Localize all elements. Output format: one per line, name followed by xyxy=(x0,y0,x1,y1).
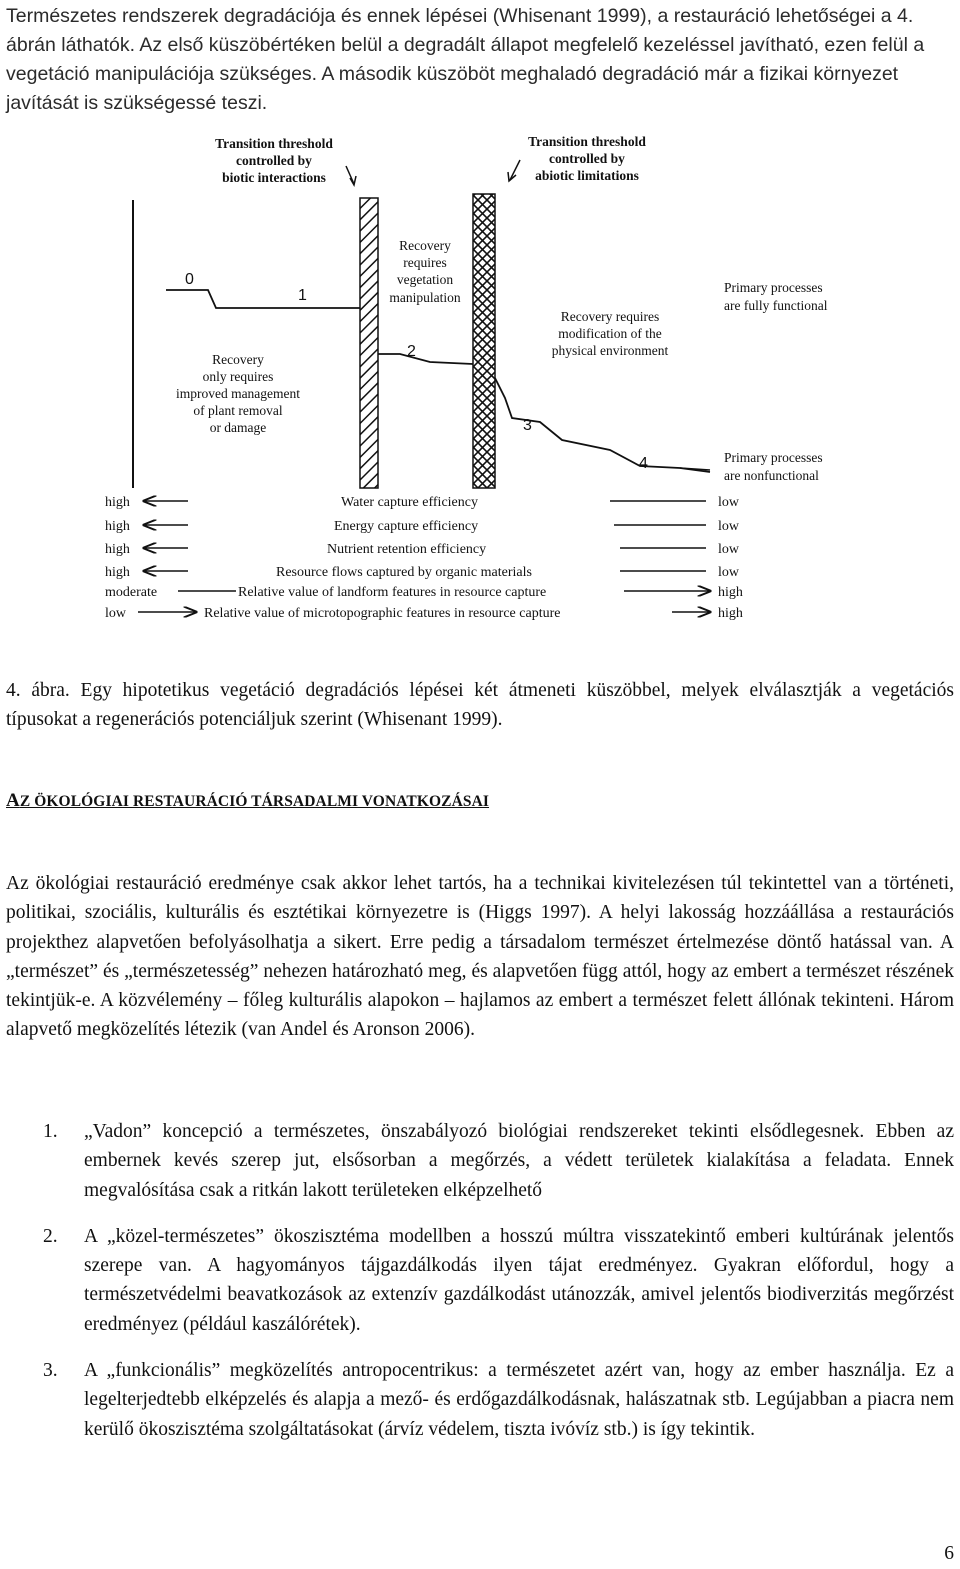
pointer-arrow-right xyxy=(510,160,520,180)
gradient-row-energy xyxy=(105,519,740,534)
svg-text:moderate: moderate xyxy=(105,585,158,600)
page-number: 6 xyxy=(944,1543,954,1564)
svg-text:high: high xyxy=(105,542,130,557)
state-4: 4 xyxy=(639,455,648,472)
svg-text:Transition threshold: Transition threshold xyxy=(528,134,646,149)
svg-text:high: high xyxy=(105,565,130,580)
svg-text:controlled by: controlled by xyxy=(236,153,312,168)
gradient-row-resource-flows xyxy=(105,565,740,580)
pointer-arrow-left xyxy=(346,166,354,184)
state-3: 3 xyxy=(523,417,532,434)
approach-list xyxy=(6,1117,954,1461)
svg-text:Primary processes: Primary processes xyxy=(724,450,823,465)
svg-text:biotic interactions: biotic interactions xyxy=(222,170,326,185)
svg-text:low: low xyxy=(718,495,739,510)
svg-text:abiotic limitations: abiotic limitations xyxy=(535,168,639,183)
svg-text:modification of the: modification of the xyxy=(558,326,662,341)
svg-text:improved management: improved management xyxy=(175,386,301,401)
svg-text:high: high xyxy=(718,585,743,600)
svg-text:high: high xyxy=(105,495,130,510)
gradient-row-water xyxy=(105,495,740,510)
svg-text:Transition threshold: Transition threshold xyxy=(215,136,333,151)
svg-text:Water capture efficiency: Water capture efficiency xyxy=(341,495,478,510)
state-0: 0 xyxy=(185,271,194,288)
svg-text:high: high xyxy=(718,606,743,621)
section-heading: AZ ÖKOLÓGIAI RESTAURÁCIÓ TÁRSADALMI VONATKOZÁSAI xyxy=(6,790,490,811)
gradient-row-microtopographic xyxy=(105,606,743,621)
state-1: 1 xyxy=(298,287,307,304)
svg-text:Recovery requires: Recovery requires xyxy=(560,309,660,324)
threshold-right-label xyxy=(528,134,646,183)
primary-functional-label xyxy=(724,280,828,313)
figure-caption: 4. ábra. Egy hipotetikus vegetáció degradációs lépései két átmeneti küszöbbel, melyek elválasztják a vegetációs típusokat a regenerációs potenciáljuk szerint (Whisenant 1999). xyxy=(6,680,954,730)
svg-text:Recovery: Recovery xyxy=(212,352,264,367)
gradient-row-nutrient xyxy=(105,542,740,557)
threshold-bar-abiotic xyxy=(473,194,495,488)
svg-text:vegetation: vegetation xyxy=(396,272,454,287)
svg-text:Energy capture efficiency: Energy capture efficiency xyxy=(334,519,479,534)
svg-text:are nonfunctional: are nonfunctional xyxy=(724,468,819,483)
svg-text:low: low xyxy=(718,542,739,557)
intro-paragraph: Természetes rendszerek degradációja és ennek lépései (Whisenant 1999), a restauráció lehetőségei a 4. ábrán láthatók. Az első küszöbértéken belül a degradált állapot megfelelő kezeléssel javítható, ezen felül a vegetáció manipulációja szükséges. A második küszöböt meghaladó degradáció már a fizikai környezet javítását is szükségessé teszi. xyxy=(6,5,925,114)
gradient-row-landform xyxy=(105,585,743,600)
degradation-figure xyxy=(100,128,870,628)
recovery-vegetation-label xyxy=(389,238,460,305)
list-item: 2. A „közel-természetes” ökoszisztéma modellben a hosszú múltra visszatekintő emberi kultúrának jelentős szerepe van. A hagyományos tájgazdálkodás ilyen tájat eredményez. Gyakran előfordul, hogy a természetvédelmi beavatkozások az extenzív gazdálkodást utánozzák, amivel jelentős biodiverzitás megőrzést eredményez (például kaszálórétek). xyxy=(43,1225,954,1335)
list-item: 3. A „funkcionális” megközelítés antropocentrikus: a természetet azért van, hogy az ember használja. Ez a legelterjedtebb elképzelés és alapja a mező- és erdőgazdálkodásnak, halászatnak stb. Legújabban a piacra nem kerülő ökoszisztéma szolgáltatásokat (árvíz védelem, tiszta ivóvíz stb.) is így tekintik. xyxy=(43,1360,954,1440)
recovery-physical-label xyxy=(552,309,669,358)
svg-text:controlled by: controlled by xyxy=(549,151,625,166)
svg-text:low: low xyxy=(105,606,126,621)
svg-text:low: low xyxy=(718,565,739,580)
body-paragraph: Az ökológiai restauráció eredménye csak akkor lehet tartós, ha a technikai kivitelezésen túl tekintettel van a történeti, politikai, szociális, kulturális és esztétikai környezetre is (Higgs 1997). A helyi lakosság hozzáállása a restaurációs projekthez alapvetően befolyásolhatja a sikert. Erre pedig a társadalom természet értelmezése döntő hatással van. A „természet” és „természetesség” nehezen határozható meg, és alapvetően függ attól, hogy az embert a természet részének tekintjük-e. A közvélemény – főleg kulturális alapokon – hajlamos az embert a természet felett állónak tekinteni. Három alapvető megközelítés létezik (van Andel és Aronson 2006). xyxy=(6,873,954,1041)
svg-text:high: high xyxy=(105,519,130,534)
svg-text:low: low xyxy=(718,519,739,534)
svg-text:manipulation: manipulation xyxy=(389,290,461,305)
svg-text:Recovery: Recovery xyxy=(399,238,451,253)
list-item: 1. „Vadon” koncepció a természetes, önszabályozó biológiai rendszereket tekinti elsődlegesnek. Ebben az embernek kevés szerep jut, elsősorban a megőrzés, a védett területek kialakítása a feladata. Ennek megvalósítása csak a ritkán lakott területeken elképzelhető xyxy=(43,1121,954,1201)
threshold-left-label xyxy=(215,136,333,185)
svg-text:physical environment: physical environment xyxy=(551,343,669,358)
svg-text:only requires: only requires xyxy=(202,369,274,384)
svg-text:Nutrient retention efficiency: Nutrient retention efficiency xyxy=(327,542,487,557)
svg-text:are fully functional: are fully functional xyxy=(724,298,828,313)
primary-nonfunctional-label xyxy=(724,450,823,483)
recovery-management-label xyxy=(176,352,300,435)
threshold-bar-biotic xyxy=(360,198,378,488)
svg-text:Relative value of landform fea: Relative value of landform features in resource capture xyxy=(238,585,547,600)
svg-text:of plant removal: of plant removal xyxy=(193,403,283,418)
svg-text:Resource flows captured by org: Resource flows captured by organic materials xyxy=(276,565,532,580)
degradation-diagram xyxy=(100,128,870,628)
state-2: 2 xyxy=(407,343,416,360)
svg-text:requires: requires xyxy=(403,255,447,270)
svg-text:or damage: or damage xyxy=(209,420,267,435)
svg-text:Primary processes: Primary processes xyxy=(724,280,823,295)
svg-text:Relative value of microtopogra: Relative value of microtopographic features in resource capture xyxy=(204,606,561,621)
